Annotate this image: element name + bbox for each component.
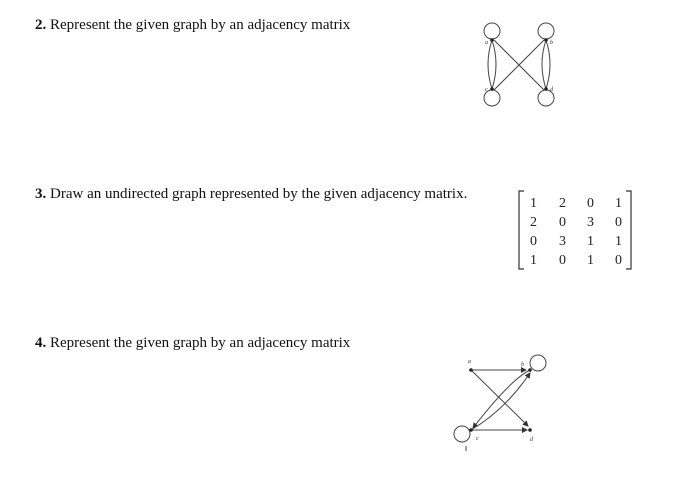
matrix-cell-2-2: 1 [587, 234, 594, 249]
graph-4-vertex-a [469, 368, 473, 372]
graph-2-loop-b [538, 23, 554, 39]
matrix-cell-0-3: 1 [615, 196, 622, 211]
matrix-cell-1-3: 0 [615, 215, 622, 230]
matrix-3-right-bracket [626, 191, 631, 269]
matrix-cell-1-1: 0 [559, 215, 566, 230]
graph-2-vertex-c [490, 87, 494, 91]
matrix-cell-2-0: 0 [530, 234, 537, 249]
graph-2-edge-ac-left [488, 40, 492, 89]
question-4-number: 4. [35, 335, 47, 351]
matrix-cell-0-1: 2 [559, 196, 566, 211]
matrix-cell-3-2: 1 [587, 253, 594, 268]
graph-2-edge-bd-left [542, 40, 546, 89]
question-2-text: Represent the given graph by an adjacency matrix [50, 17, 351, 33]
graph-4-edge-ad [471, 370, 528, 426]
graph-2-vertex-b [544, 38, 548, 42]
graph-2 [484, 23, 554, 106]
graph-2-vertex-a [490, 38, 494, 42]
matrix-cell-3-0: 1 [530, 253, 537, 268]
matrix-cell-1-2: 3 [587, 215, 594, 230]
matrix-cell-2-3: 1 [615, 234, 622, 249]
graph-4-label-a: a [468, 359, 471, 365]
graph-4-vertex-b [528, 368, 532, 372]
matrix-3-left-bracket [519, 191, 524, 269]
question-4-text: Represent the given graph by an adjacency matrix [50, 335, 351, 351]
matrix-cell-3-1: 0 [559, 253, 566, 268]
matrix-cell-0-2: 0 [587, 196, 594, 211]
matrix-cell-1-0: 2 [530, 215, 537, 230]
graph-4-vertex-c [469, 428, 473, 432]
graph-2-edge-ac-right [492, 40, 496, 89]
matrix-cell-2-1: 3 [559, 234, 566, 249]
graph-4-loop-c [454, 426, 470, 442]
graph-2-vertex-d [544, 87, 548, 91]
graph-2-label-a: a [485, 40, 488, 46]
question-3-number: 3. [35, 186, 47, 202]
matrix-cell-3-3: 0 [615, 253, 622, 268]
question-2-number: 2. [35, 17, 47, 33]
graph-4-label-c: c [476, 436, 479, 442]
graph-4-label-d: d [530, 437, 533, 443]
graph-4-vertex-d [528, 428, 532, 432]
graph-2-label-b: b [550, 40, 553, 46]
matrix-3 [519, 191, 631, 269]
question-3-text: Draw an undirected graph represented by the given adjacency matrix. [50, 186, 468, 202]
graph-2-label-d: d [550, 87, 553, 93]
graph-4-edge-cb-lower [471, 373, 530, 430]
graph-4-loop-b [530, 355, 546, 371]
graph-4-label-b: b [521, 362, 524, 368]
matrix-cell-0-0: 1 [530, 196, 537, 211]
graph-2-edge-bd-right [546, 40, 550, 89]
graph-2-loop-a [484, 23, 500, 39]
graph-2-label-c: c [485, 87, 488, 93]
